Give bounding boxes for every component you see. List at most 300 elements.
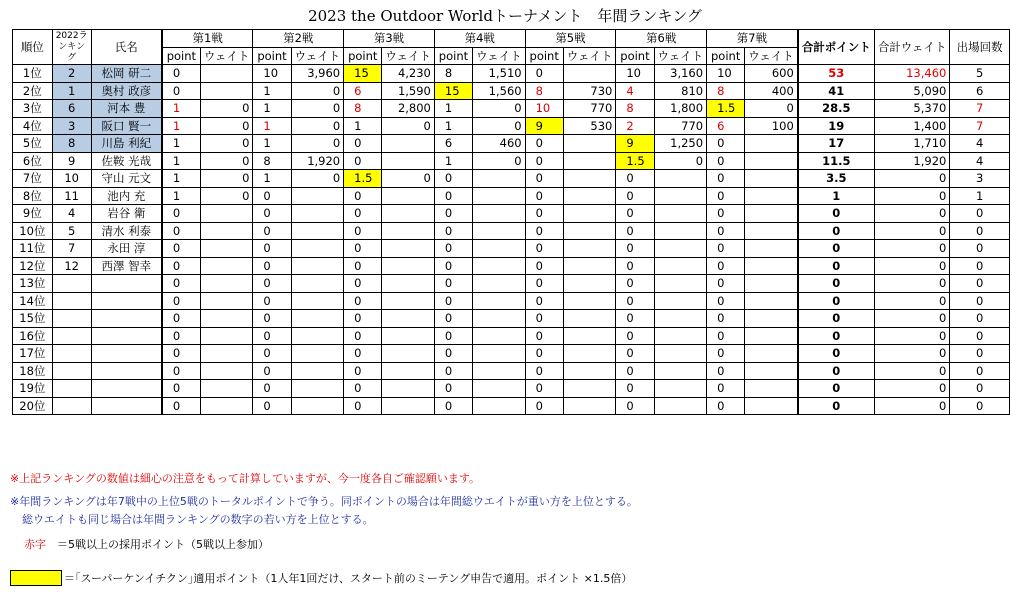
point-cell: 1 [253, 170, 291, 188]
table-row [13, 82, 1010, 100]
weight-cell [654, 205, 707, 223]
table-row [13, 170, 1010, 188]
point-cell: 0 [707, 275, 745, 293]
point-cell: 0 [344, 152, 382, 170]
total-weight-cell: 0 [874, 310, 950, 328]
weight-cell: 1,560 [473, 82, 526, 100]
point-cell: 15 [434, 82, 472, 100]
header-weight-5: ウェイト [563, 47, 616, 65]
player-name: 西澤 智幸 [91, 257, 162, 275]
point-cell: 0 [253, 222, 291, 240]
weight-cell [654, 257, 707, 275]
point-cell: 0 [162, 292, 200, 310]
point-cell: 0 [162, 345, 200, 363]
point-cell: 0 [434, 222, 472, 240]
weight-cell: 0 [291, 100, 344, 118]
point-cell: 0 [162, 222, 200, 240]
weight-cell: 1,510 [473, 65, 526, 83]
table-row [13, 292, 1010, 310]
point-cell: 0 [616, 240, 654, 258]
weight-cell [382, 380, 435, 398]
weight-cell: 0 [291, 117, 344, 135]
point-cell: 0 [434, 240, 472, 258]
table-row [13, 380, 1010, 398]
red-text-label: 赤字 [24, 538, 46, 551]
weight-cell [563, 152, 616, 170]
player-name: 清水 利泰 [91, 222, 162, 240]
weight-cell [745, 135, 798, 153]
total-point-cell: 0 [798, 345, 875, 363]
point-cell: 1.5 [616, 152, 654, 170]
weight-cell: 1,800 [654, 100, 707, 118]
player-name: 岩谷 衛 [91, 205, 162, 223]
weight-cell [563, 345, 616, 363]
weight-cell [200, 397, 253, 415]
prev-rank-cell: 11 [52, 187, 91, 205]
weight-cell [291, 380, 344, 398]
weight-cell [382, 345, 435, 363]
header-point-5: point [525, 47, 563, 65]
total-weight-cell: 1,400 [874, 117, 950, 135]
weight-cell [473, 310, 526, 328]
weight-cell [654, 240, 707, 258]
weight-cell [745, 310, 798, 328]
point-cell: 0 [707, 397, 745, 415]
weight-cell [654, 310, 707, 328]
weight-cell [745, 345, 798, 363]
header-round-7: 第7戦 [707, 30, 798, 48]
point-cell: 0 [707, 292, 745, 310]
total-point-cell: 53 [798, 65, 875, 83]
point-cell: 0 [525, 257, 563, 275]
weight-cell [200, 362, 253, 380]
point-cell: 0 [434, 257, 472, 275]
weight-cell [563, 187, 616, 205]
table-row [13, 152, 1010, 170]
table-row [13, 135, 1010, 153]
weight-cell [654, 380, 707, 398]
point-cell: 15 [344, 65, 382, 83]
weight-cell [654, 187, 707, 205]
rank-cell: 18位 [13, 362, 53, 380]
player-name: 永田 淳 [91, 240, 162, 258]
weight-cell: 530 [563, 117, 616, 135]
appearances-cell: 0 [950, 327, 1010, 345]
weight-cell [382, 397, 435, 415]
point-cell: 0 [616, 345, 654, 363]
total-weight-cell: 0 [874, 205, 950, 223]
table-row [13, 327, 1010, 345]
weight-cell: 0 [200, 135, 253, 153]
weight-cell [473, 275, 526, 293]
weight-cell [473, 240, 526, 258]
weight-cell [654, 397, 707, 415]
weight-cell: 770 [563, 100, 616, 118]
weight-cell [382, 292, 435, 310]
weight-cell [200, 205, 253, 223]
point-cell: 0 [525, 362, 563, 380]
point-cell: 1 [434, 117, 472, 135]
yellow-legend-text: ＝｢スーパーケンイチクン｣適用ポイント（1人年1回だけ、スタート前のミーテング申告で適用。ポイント ×1.5倍） [64, 572, 633, 585]
weight-cell [200, 82, 253, 100]
total-weight-cell: 1,710 [874, 135, 950, 153]
weight-cell [745, 380, 798, 398]
header-total-weight: 合計ウェイト [874, 30, 950, 65]
prev-rank-cell [52, 380, 91, 398]
weight-cell [291, 205, 344, 223]
rank-cell: 9位 [13, 205, 53, 223]
point-cell: 10 [525, 100, 563, 118]
weight-cell [291, 362, 344, 380]
weight-cell: 0 [200, 187, 253, 205]
weight-cell [563, 292, 616, 310]
prev-rank-cell [52, 345, 91, 363]
point-cell: 0 [434, 292, 472, 310]
player-name [91, 327, 162, 345]
header-appearances: 出場回数 [950, 30, 1010, 65]
point-cell: 0 [434, 310, 472, 328]
weight-cell [563, 257, 616, 275]
weight-cell: 2,800 [382, 100, 435, 118]
weight-cell [563, 65, 616, 83]
total-point-cell: 0 [798, 257, 875, 275]
weight-cell [563, 380, 616, 398]
header-prev-rank [52, 30, 91, 65]
weight-cell: 0 [473, 117, 526, 135]
point-cell: 1.5 [707, 100, 745, 118]
point-cell: 0 [344, 222, 382, 240]
weight-cell: 1,250 [654, 135, 707, 153]
weight-cell [563, 327, 616, 345]
player-name [91, 397, 162, 415]
header-point-2: point [253, 47, 291, 65]
point-cell: 0 [616, 327, 654, 345]
weight-cell [473, 187, 526, 205]
point-cell: 0 [344, 362, 382, 380]
weight-cell: 0 [654, 152, 707, 170]
weight-cell [654, 170, 707, 188]
appearances-cell: 0 [950, 397, 1010, 415]
point-cell: 0 [344, 310, 382, 328]
weight-cell: 0 [473, 152, 526, 170]
header-point-4: point [434, 47, 472, 65]
point-cell: 0 [616, 205, 654, 223]
point-cell: 9 [525, 117, 563, 135]
weight-cell: 0 [382, 170, 435, 188]
weight-cell [291, 275, 344, 293]
point-cell: 0 [253, 187, 291, 205]
appearances-cell: 7 [950, 100, 1010, 118]
prev-rank-cell [52, 362, 91, 380]
rank-cell: 15位 [13, 310, 53, 328]
point-cell: 0 [162, 65, 200, 83]
point-cell: 0 [253, 292, 291, 310]
appearances-cell: 7 [950, 117, 1010, 135]
weight-cell [473, 397, 526, 415]
weight-cell: 0 [745, 100, 798, 118]
weight-cell: 3,960 [291, 65, 344, 83]
table-row [13, 362, 1010, 380]
weight-cell [745, 362, 798, 380]
total-weight-cell: 0 [874, 345, 950, 363]
point-cell: 0 [707, 240, 745, 258]
table-row [13, 100, 1010, 118]
point-cell: 0 [162, 275, 200, 293]
total-point-cell: 0 [798, 240, 875, 258]
point-cell: 8 [525, 82, 563, 100]
total-weight-cell: 0 [874, 362, 950, 380]
point-cell: 0 [344, 240, 382, 258]
total-point-cell: 1 [798, 187, 875, 205]
player-name: 佐鞍 光哉 [91, 152, 162, 170]
point-cell: 0 [525, 345, 563, 363]
prev-rank-cell: 1 [52, 82, 91, 100]
point-cell: 8 [434, 65, 472, 83]
prev-rank-cell: 5 [52, 222, 91, 240]
weight-cell [382, 257, 435, 275]
appearances-cell: 0 [950, 222, 1010, 240]
point-cell: 0 [253, 205, 291, 223]
point-cell: 0 [253, 310, 291, 328]
weight-cell: 0 [291, 82, 344, 100]
point-cell: 0 [707, 257, 745, 275]
header-weight-6: ウェイト [654, 47, 707, 65]
note-rule: ※年間ランキングは年7戦中の上位5戦のトータルポイントで争う。同ポイントの場合は年間総ウエイトが重い方を上位とする。 [10, 495, 638, 508]
point-cell: 10 [616, 65, 654, 83]
weight-cell [654, 327, 707, 345]
weight-cell: 100 [745, 117, 798, 135]
total-point-cell: 0 [798, 292, 875, 310]
rank-cell: 3位 [13, 100, 53, 118]
point-cell: 1 [253, 117, 291, 135]
point-cell: 0 [344, 380, 382, 398]
player-name: 阪口 賢一 [91, 117, 162, 135]
point-cell: 0 [434, 205, 472, 223]
appearances-cell: 0 [950, 310, 1010, 328]
total-weight-cell: 5,370 [874, 100, 950, 118]
point-cell: 0 [162, 310, 200, 328]
point-cell: 0 [344, 345, 382, 363]
point-cell: 8 [253, 152, 291, 170]
header-round-2: 第2戦 [253, 30, 344, 48]
point-cell: 0 [253, 380, 291, 398]
total-point-cell: 0 [798, 275, 875, 293]
total-point-cell: 0 [798, 380, 875, 398]
total-point-cell: 0 [798, 222, 875, 240]
point-cell: 0 [434, 362, 472, 380]
rank-cell: 17位 [13, 345, 53, 363]
rank-cell: 13位 [13, 275, 53, 293]
rank-cell: 12位 [13, 257, 53, 275]
weight-cell: 4,230 [382, 65, 435, 83]
weight-cell: 730 [563, 82, 616, 100]
weight-cell [200, 275, 253, 293]
point-cell: 0 [525, 327, 563, 345]
weight-cell [382, 135, 435, 153]
point-cell: 0 [707, 170, 745, 188]
point-cell: 0 [525, 380, 563, 398]
header-round-5: 第5戦 [525, 30, 616, 48]
total-point-cell: 28.5 [798, 100, 875, 118]
weight-cell [291, 257, 344, 275]
prev-rank-cell: 7 [52, 240, 91, 258]
point-cell: 0 [162, 240, 200, 258]
rank-cell: 7位 [13, 170, 53, 188]
point-cell: 0 [434, 345, 472, 363]
yellow-legend [10, 570, 632, 586]
point-cell: 6 [344, 82, 382, 100]
player-name [91, 310, 162, 328]
rank-cell: 8位 [13, 187, 53, 205]
weight-cell [473, 292, 526, 310]
point-cell: 4 [616, 82, 654, 100]
point-cell: 0 [253, 257, 291, 275]
point-cell: 1 [162, 100, 200, 118]
rank-cell: 4位 [13, 117, 53, 135]
appearances-cell: 0 [950, 257, 1010, 275]
prev-rank-cell: 6 [52, 100, 91, 118]
rank-cell: 19位 [13, 380, 53, 398]
rank-cell: 20位 [13, 397, 53, 415]
table-row [13, 345, 1010, 363]
weight-cell [654, 275, 707, 293]
header-round-1: 第1戦 [162, 30, 253, 48]
point-cell: 0 [525, 292, 563, 310]
total-weight-cell: 13,460 [874, 65, 950, 83]
appearances-cell: 1 [950, 187, 1010, 205]
weight-cell [200, 222, 253, 240]
weight-cell [563, 275, 616, 293]
prev-rank-cell [52, 397, 91, 415]
weight-cell: 460 [473, 135, 526, 153]
total-weight-cell: 0 [874, 222, 950, 240]
weight-cell [563, 205, 616, 223]
weight-cell [473, 205, 526, 223]
header-round-3: 第3戦 [344, 30, 435, 48]
point-cell: 0 [707, 205, 745, 223]
appearances-cell: 5 [950, 65, 1010, 83]
point-cell: 0 [162, 205, 200, 223]
point-cell: 0 [616, 170, 654, 188]
player-name: 川島 利紀 [91, 135, 162, 153]
point-cell: 0 [525, 205, 563, 223]
prev-rank-cell [52, 327, 91, 345]
total-weight-cell: 0 [874, 397, 950, 415]
point-cell: 1 [162, 135, 200, 153]
table-row [13, 240, 1010, 258]
point-cell: 8 [616, 100, 654, 118]
point-cell: 0 [344, 135, 382, 153]
total-weight-cell: 0 [874, 380, 950, 398]
point-cell: 1 [162, 152, 200, 170]
weight-cell: 0 [382, 117, 435, 135]
point-cell: 0 [344, 187, 382, 205]
header-weight-3: ウェイト [382, 47, 435, 65]
total-point-cell: 0 [798, 205, 875, 223]
point-cell: 0 [707, 222, 745, 240]
weight-cell [563, 135, 616, 153]
appearances-cell: 0 [950, 380, 1010, 398]
header-point-6: point [616, 47, 654, 65]
weight-cell [291, 292, 344, 310]
point-cell: 0 [707, 327, 745, 345]
point-cell: 0 [616, 380, 654, 398]
total-weight-cell: 0 [874, 292, 950, 310]
player-name [91, 380, 162, 398]
point-cell: 0 [344, 327, 382, 345]
ranking-table [12, 29, 1010, 415]
point-cell: 0 [253, 327, 291, 345]
total-weight-cell: 5,090 [874, 82, 950, 100]
appearances-cell: 4 [950, 135, 1010, 153]
point-cell: 1 [253, 82, 291, 100]
weight-cell [382, 275, 435, 293]
yellow-swatch [10, 570, 62, 586]
weight-cell: 0 [200, 100, 253, 118]
weight-cell [745, 187, 798, 205]
point-cell: 8 [707, 82, 745, 100]
header-point-3: point [344, 47, 382, 65]
header-name: 氏名 [91, 30, 162, 65]
weight-cell [473, 170, 526, 188]
table-row [13, 222, 1010, 240]
weight-cell [291, 222, 344, 240]
appearances-cell: 6 [950, 82, 1010, 100]
point-cell: 0 [344, 257, 382, 275]
total-weight-cell: 0 [874, 275, 950, 293]
point-cell: 0 [707, 187, 745, 205]
total-point-cell: 3.5 [798, 170, 875, 188]
point-cell: 1 [344, 117, 382, 135]
point-cell: 0 [434, 170, 472, 188]
rank-cell: 6位 [13, 152, 53, 170]
point-cell: 0 [525, 310, 563, 328]
weight-cell [473, 257, 526, 275]
point-cell: 0 [525, 222, 563, 240]
player-name: 奥村 政彦 [91, 82, 162, 100]
appearances-cell: 3 [950, 170, 1010, 188]
rank-cell: 10位 [13, 222, 53, 240]
appearances-cell: 0 [950, 345, 1010, 363]
appearances-cell: 0 [950, 275, 1010, 293]
header-round-6: 第6戦 [616, 30, 707, 48]
weight-cell: 1,590 [382, 82, 435, 100]
point-cell: 0 [162, 397, 200, 415]
point-cell: 0 [616, 275, 654, 293]
point-cell: 0 [434, 275, 472, 293]
point-cell: 0 [344, 275, 382, 293]
table-row [13, 310, 1010, 328]
point-cell: 0 [162, 257, 200, 275]
total-point-cell: 41 [798, 82, 875, 100]
table-row [13, 65, 1010, 83]
weight-cell [745, 170, 798, 188]
point-cell: 0 [162, 362, 200, 380]
point-cell: 0 [616, 310, 654, 328]
total-weight-cell: 0 [874, 257, 950, 275]
weight-cell [200, 257, 253, 275]
weight-cell: 0 [200, 170, 253, 188]
player-name [91, 275, 162, 293]
note-accuracy: ※上記ランキングの数値は細心の注意をもって計算していますが、今一度各自ご確認願います。 [10, 472, 481, 485]
player-name: 河本 豊 [91, 100, 162, 118]
point-cell: 10 [707, 65, 745, 83]
note-tiebreak: 総ウエイトも同じ場合は年間ランキングの数字の若い方を上位とする。 [22, 513, 374, 526]
header-point-1: point [162, 47, 200, 65]
header-total-point: 合計ポイント [798, 30, 875, 65]
point-cell: 0 [434, 327, 472, 345]
weight-cell [654, 222, 707, 240]
